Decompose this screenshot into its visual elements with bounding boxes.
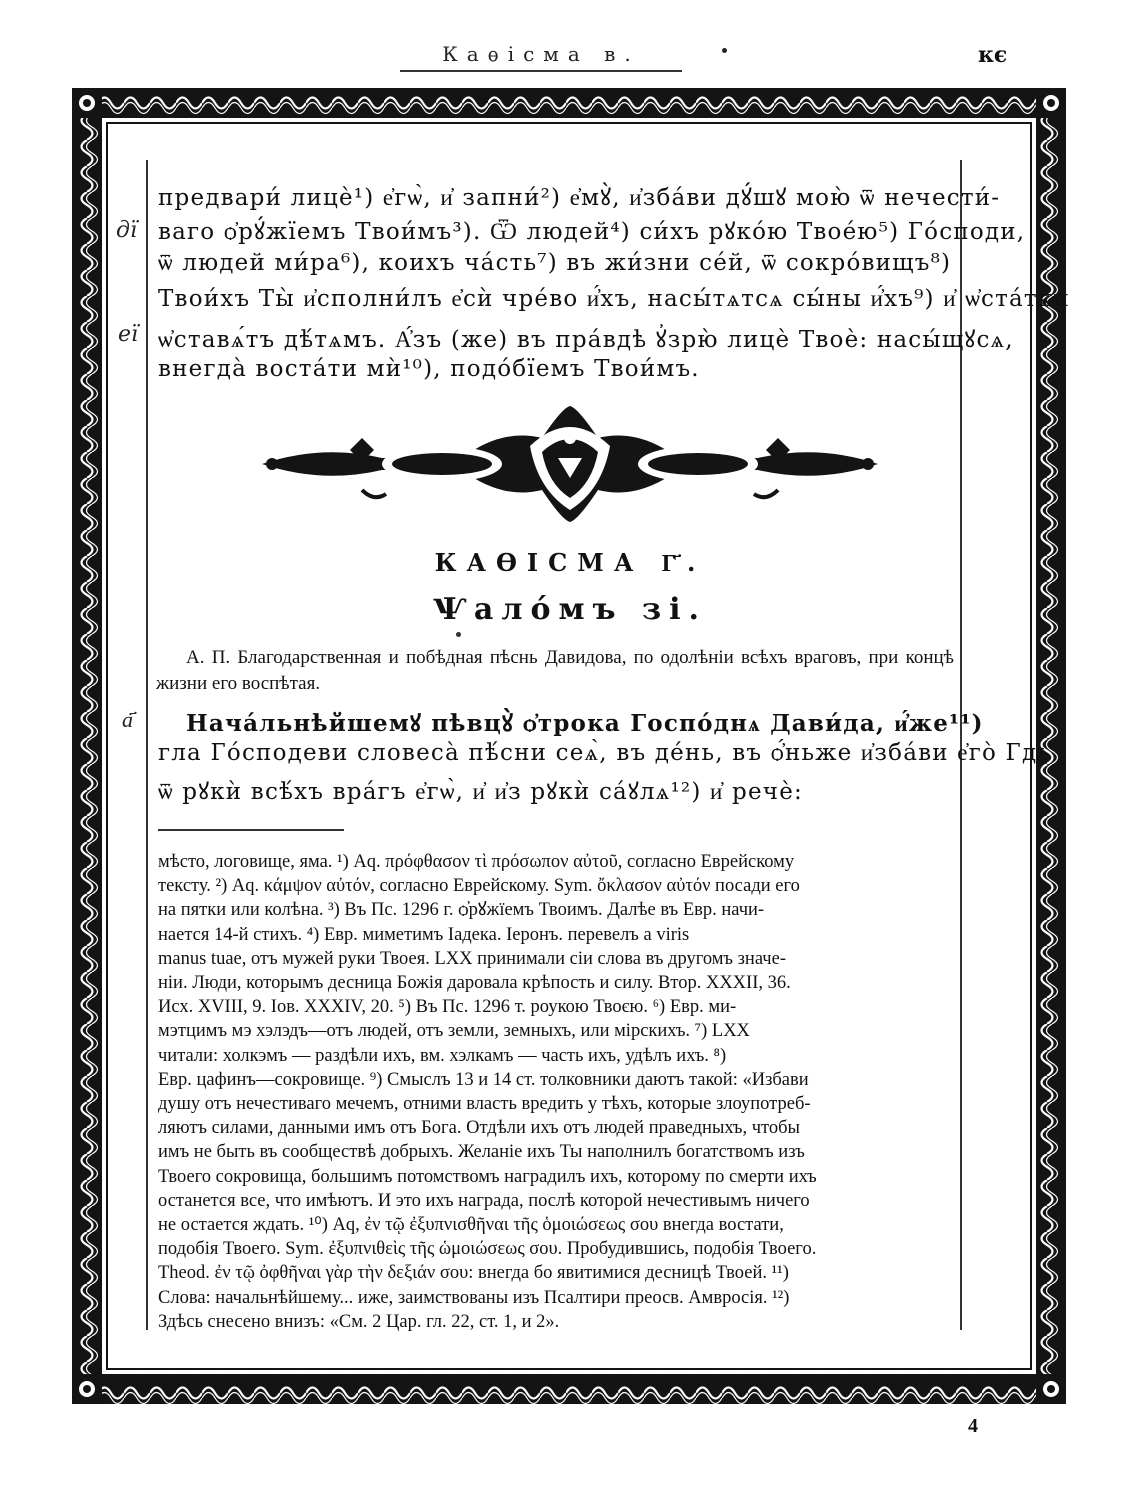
verse-line: ѡ҆ставѧ́тъ дѣ́тѧмъ. А҆́зъ (же) въ пра́вдѣ ꙋ҆зрю̀ лицѐ Твоѐ: насы́щꙋсѧ, <box>158 327 1014 353</box>
footnote-line: Твоего сокровища, большимъ потомствомъ наградилъ ихъ, которому по смерти ихъ <box>158 1166 817 1187</box>
footnote-line: ніи. Люди, которымъ десница Божія даровала крѣпость и силу. Втор. XXXII, 36. <box>158 973 791 994</box>
psalm-title: Ѱалóмъ зі. <box>433 592 707 627</box>
footnote-line: на пятки или колѣна. ³) Въ Пс. 1296 г. ѻ҆рꙋжїемъ Твоимъ. Далѣе въ Евр. начи- <box>158 900 765 921</box>
running-title: Каѳісма в. <box>442 42 640 66</box>
verse-line: Нача́льнѣйшемꙋ пѣвцꙋ̀ ѻ҆трока Госпо́днѧ Дави́да, и҆́же¹¹) <box>186 710 984 737</box>
footnote-line: Здѣсь снесено внизъ: «См. 2 Цар. гл. 22, ст. 1, и 2». <box>158 1311 560 1332</box>
text-rule-left <box>146 160 148 1330</box>
verse-line: внегда̀ воста́ти мѝ¹⁰), подо́бїемъ Твои́мъ. <box>158 356 700 382</box>
footnote-line: Исх. XVIII, 9. Іов. XXXIV, 20. ⁵) Въ Пс. 1296 т. роукою Твоєю. ⁶) Евр. ми- <box>158 997 737 1018</box>
footnote-line: Евр. цафинъ—сокровище. ⁹) Смыслъ 13 и 14 ст. толковники даютъ такой: «Избави <box>158 1069 809 1090</box>
footnote-line: manus tuae, отъ мужей руки Твоея. LXX принимали сіи слова въ другомъ значе- <box>158 948 786 969</box>
footnote-line: душу отъ нечестиваго мечемъ, отними власть вредить у тѣхъ, которые злоупотреб- <box>158 1094 811 1115</box>
verse-line: гла Го́сподеви словеса̀ пѣ́сни сеѧ̀, въ де́нь, въ ѻ҆́ньже и҆зба́ви е҆го̀ Гдь <box>158 740 1052 766</box>
page-number-top: кє <box>978 42 1008 68</box>
footnotes <box>158 850 954 1334</box>
verse-line: Твои́хъ Ты̀ и҆сполни́лъ е҆сѝ чре́во и҆́хъ, насы́тѧтсѧ сы́ны и҆́хъ⁹) и҆ ѡ҆ста́тки <box>158 286 1070 312</box>
footnote-line: не остается ждать. ¹⁰) Aq, ἐν τῷ ἐξυπνισθῆναι τῆς ὁμοιώσεως σου внегда востати, <box>158 1215 784 1236</box>
psalm-annotation: А. П. Благодарственная и побѣдная пѣснь Давидова, по одолѣніи всѣхъ враговъ, при концѣ жизни его воспѣтая. <box>156 647 954 694</box>
kathisma-title: КАѲІСМА Г҃. <box>434 548 706 577</box>
footnote-line: тексту. ²) Aq. κάμψον αὐτόν, согласно Еврейскому. Sym. ὄκλασον αὐτόν посади его <box>158 876 800 897</box>
running-title-rule <box>400 70 682 72</box>
footnote-line: мэтцимъ мэ хэлэдъ—отъ людей, отъ земли, земныхъ, или мірскихъ. ⁷) LXX <box>158 1021 750 1042</box>
verse-line: ѿ людей ми́ра⁶), коихъ ча́сть⁷) въ жи́зни се́й, ѿ сокро́вищъ⁸) <box>158 250 952 276</box>
footnote-line: читали: холкэмъ — раздѣли ихъ, вм. хэлкамъ — часть ихъ, удѣлъ ихъ. ⁸) <box>158 1045 727 1066</box>
footnote-line: Theod. ἐν τῷ ὀφθῆναι γὰρ τὴν δεξιάν σου: внегда бо явитимися десницѣ Твоей. ¹¹) <box>158 1263 789 1284</box>
footnote-line: останется все, что имѣютъ. И это ихъ награда, послѣ которой нечестивымъ ничего <box>158 1190 810 1211</box>
header-dot <box>722 48 727 53</box>
verse-number: а҃ <box>122 708 133 733</box>
footnote-line: мѣсто, логовище, яма. ¹) Aq. πρόφθασον τὶ πρόσωπον αὐτοῦ, согласно Еврейскому <box>158 852 795 872</box>
footnote-line: имъ не быть въ сообществѣ добрыхъ. Желаніе ихъ Ты наполнилъ богатствомъ изъ <box>158 1142 805 1163</box>
footnote-line: подобія Твоего. Sym. ἐξυπνιθεὶς τῆς ὡμοιώσεως σου. Пробудившись, подобія Твоего. <box>158 1239 817 1260</box>
footnote-line: нается 14-й стихъ. ⁴) Евр. миметимъ Іадека. Іеронъ. перевелъ a viris <box>158 924 690 945</box>
ornament-headpiece <box>262 398 878 530</box>
footnote-line: Слова: начальнѣйшему... иже, заимствованы изъ Псалтири преосв. Амвросія. ¹²) <box>158 1287 790 1308</box>
page-number-bottom: 4 <box>968 1415 978 1437</box>
verse-number: еї <box>118 322 139 347</box>
footnote-rule <box>158 829 344 831</box>
psalm-title-dot <box>456 632 461 637</box>
verse-line: ѿ рꙋкѝ всѣ́хъ вра́гъ е҆гѡ̀, и҆ и҆з рꙋкѝ сáꙋлѧ¹²) и҆ речѐ: <box>158 779 803 805</box>
verse-line: ваго ѻ҆рꙋ́жїемъ Твои́мъ³). Ѿ людей⁴) си́хъ рꙋко́ю Твое́ю⁵) Го́споди, <box>158 219 1026 245</box>
verse-line: предвари́ лицѐ¹) е҆гѡ̀, и҆ запни́²) е҆мꙋ̀, и҆зба́ви дꙋ́шꙋ мою̀ ѿ нечести́- <box>158 185 1001 211</box>
verse-number: дї <box>116 218 137 243</box>
footnote-line: ляютъ силами, данными имъ отъ Бога. Отдѣли ихъ отъ людей праведныхъ, чтобы <box>158 1118 800 1139</box>
